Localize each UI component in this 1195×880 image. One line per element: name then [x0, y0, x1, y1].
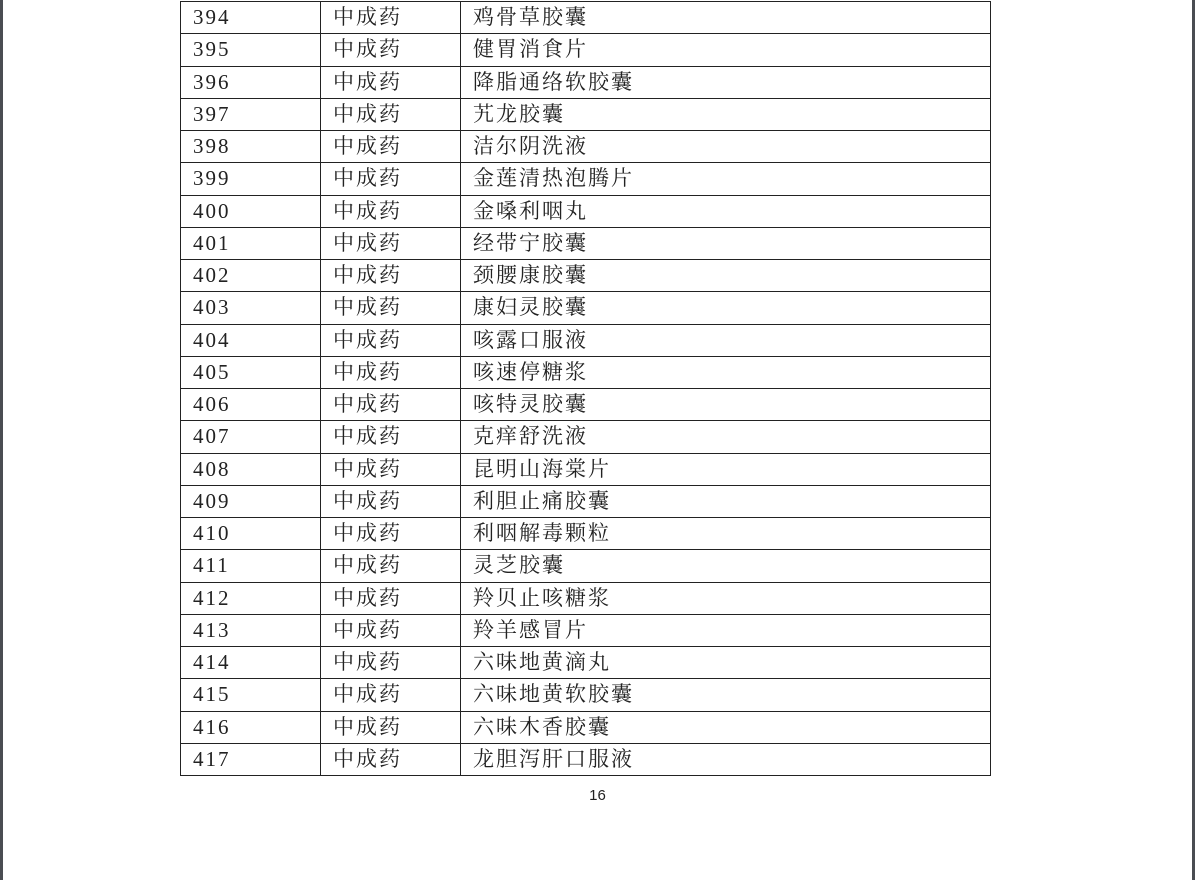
table-row: [181, 227, 991, 259]
drug-table: [180, 1, 991, 776]
row-number: 403: [181, 292, 321, 324]
page-number: 16: [589, 787, 606, 804]
drug-category: 中成药: [321, 34, 461, 66]
row-number: 405: [181, 356, 321, 388]
table-row: [181, 485, 991, 517]
table-row: [181, 614, 991, 646]
table-row: [181, 679, 991, 711]
drug-name: 灵芝胶囊: [461, 550, 991, 582]
drug-category: 中成药: [321, 163, 461, 195]
row-number: 409: [181, 485, 321, 517]
table-row: [181, 389, 991, 421]
drug-name: 龙胆泻肝口服液: [461, 743, 991, 775]
table-row: [181, 195, 991, 227]
drug-name: 金嗓利咽丸: [461, 195, 991, 227]
drug-name: 康妇灵胶囊: [461, 292, 991, 324]
row-number: 398: [181, 131, 321, 163]
drug-category: 中成药: [321, 614, 461, 646]
drug-name: 艽龙胶囊: [461, 98, 991, 130]
drug-name: 鸡骨草胶囊: [461, 2, 991, 34]
row-number: 402: [181, 260, 321, 292]
table-row: [181, 743, 991, 775]
table-row: [181, 34, 991, 66]
row-number: 407: [181, 421, 321, 453]
drug-name: 金莲清热泡腾片: [461, 163, 991, 195]
drug-name: 昆明山海棠片: [461, 453, 991, 485]
drug-category: 中成药: [321, 131, 461, 163]
drug-name: 羚贝止咳糖浆: [461, 582, 991, 614]
drug-category: 中成药: [321, 647, 461, 679]
drug-name: 降脂通络软胶囊: [461, 66, 991, 98]
row-number: 406: [181, 389, 321, 421]
row-number: 396: [181, 66, 321, 98]
table-row: [181, 163, 991, 195]
row-number: 397: [181, 98, 321, 130]
drug-category: 中成药: [321, 711, 461, 743]
drug-name: 羚羊感冒片: [461, 614, 991, 646]
drug-name: 利咽解毒颗粒: [461, 518, 991, 550]
drug-category: 中成药: [321, 324, 461, 356]
row-number: 411: [181, 550, 321, 582]
drug-category: 中成药: [321, 518, 461, 550]
table-row: [181, 292, 991, 324]
row-number: 412: [181, 582, 321, 614]
drug-name: 经带宁胶囊: [461, 227, 991, 259]
drug-name: 六味地黄软胶囊: [461, 679, 991, 711]
drug-category: 中成药: [321, 453, 461, 485]
table-row: [181, 66, 991, 98]
drug-category: 中成药: [321, 389, 461, 421]
drug-category: 中成药: [321, 550, 461, 582]
row-number: 394: [181, 2, 321, 34]
drug-category: 中成药: [321, 66, 461, 98]
table-row: [181, 98, 991, 130]
drug-name: 克痒舒洗液: [461, 421, 991, 453]
table-row: [181, 421, 991, 453]
table-row: [181, 518, 991, 550]
table-row: [181, 324, 991, 356]
table-row: [181, 260, 991, 292]
row-number: 414: [181, 647, 321, 679]
drug-category: 中成药: [321, 582, 461, 614]
drug-name: 洁尔阴洗液: [461, 131, 991, 163]
drug-category: 中成药: [321, 743, 461, 775]
table-row: [181, 711, 991, 743]
row-number: 399: [181, 163, 321, 195]
drug-category: 中成药: [321, 292, 461, 324]
table-row: [181, 356, 991, 388]
row-number: 416: [181, 711, 321, 743]
drug-category: 中成药: [321, 356, 461, 388]
table-row: [181, 550, 991, 582]
drug-name: 六味木香胶囊: [461, 711, 991, 743]
row-number: 395: [181, 34, 321, 66]
viewer-left-edge: [0, 0, 3, 880]
row-number: 408: [181, 453, 321, 485]
drug-name: 利胆止痛胶囊: [461, 485, 991, 517]
drug-name: 咳特灵胶囊: [461, 389, 991, 421]
drug-category: 中成药: [321, 2, 461, 34]
drug-category: 中成药: [321, 260, 461, 292]
row-number: 415: [181, 679, 321, 711]
drug-name: 健胃消食片: [461, 34, 991, 66]
table-row: [181, 647, 991, 679]
drug-category: 中成药: [321, 485, 461, 517]
row-number: 404: [181, 324, 321, 356]
table-row: [181, 582, 991, 614]
row-number: 401: [181, 227, 321, 259]
drug-category: 中成药: [321, 227, 461, 259]
drug-category: 中成药: [321, 679, 461, 711]
row-number: 413: [181, 614, 321, 646]
drug-category: 中成药: [321, 195, 461, 227]
drug-category: 中成药: [321, 98, 461, 130]
drug-name: 颈腰康胶囊: [461, 260, 991, 292]
table-row: [181, 131, 991, 163]
row-number: 400: [181, 195, 321, 227]
table-row: [181, 2, 991, 34]
row-number: 410: [181, 518, 321, 550]
drug-name: 咳速停糖浆: [461, 356, 991, 388]
drug-category: 中成药: [321, 421, 461, 453]
row-number: 417: [181, 743, 321, 775]
drug-name: 六味地黄滴丸: [461, 647, 991, 679]
table-row: [181, 453, 991, 485]
drug-name: 咳露口服液: [461, 324, 991, 356]
